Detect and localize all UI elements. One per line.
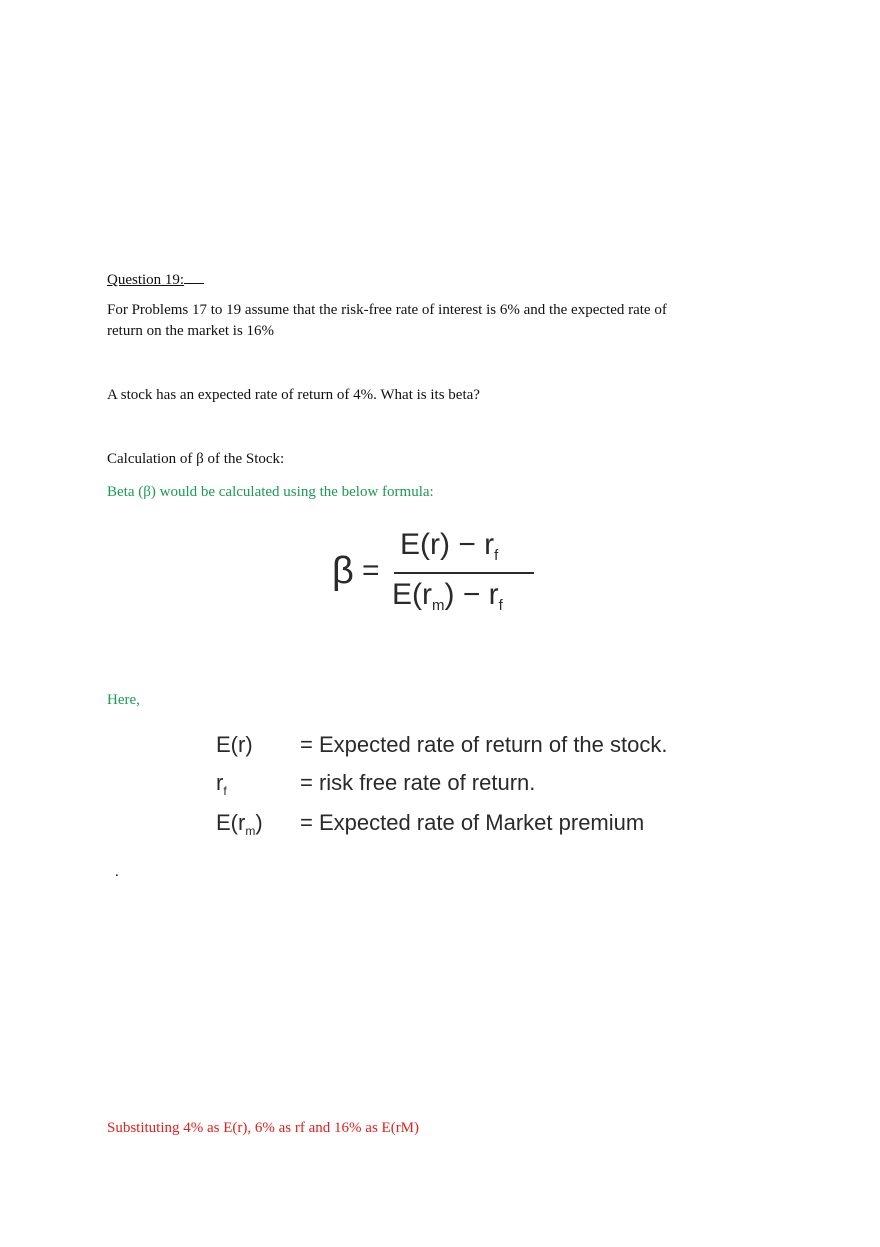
definition-description: = Expected rate of return of the stock.: [300, 732, 668, 757]
definition-symbol: $E(r_m)$: [216, 810, 263, 838]
calculation-title: Calculation of β of the Stock:: [107, 451, 285, 467]
formula-numerator: $E(r) - r_f$: [400, 528, 499, 564]
fraction-bar: [394, 572, 534, 574]
formula-intro: Beta (β) would be calculated using the below formula:: [107, 484, 434, 500]
substitution-text: Substituting 4% as E(r), 6% as rf and 16% as E(rM): [107, 1120, 420, 1136]
problem-intro: For Problems 17 to 19 assume that the risk-free rate of interest is 6% and the expected rate of return on the market is 16%: [107, 302, 667, 339]
definition-symbol: $r_f$: [216, 770, 227, 798]
here-label: Here,: [107, 692, 140, 708]
formula-denominator: $E(r_m) - r_f$: [392, 578, 503, 614]
stray-dot: .: [115, 864, 119, 880]
definition-symbol: E(r): [216, 732, 253, 757]
beta-formula: [330, 528, 540, 622]
formula-equals: =: [362, 554, 380, 587]
definition-description: = risk free rate of return.: [300, 770, 536, 795]
definition-description: = Expected rate of Market premium: [300, 810, 645, 835]
heading-underline-gap: [184, 269, 204, 284]
definitions-block: [216, 732, 666, 842]
formula-beta-symbol: β: [332, 550, 354, 592]
question-text: A stock has an expected rate of return of 4%. What is its beta?: [107, 387, 480, 403]
question-heading: Question 19:: [107, 269, 204, 291]
